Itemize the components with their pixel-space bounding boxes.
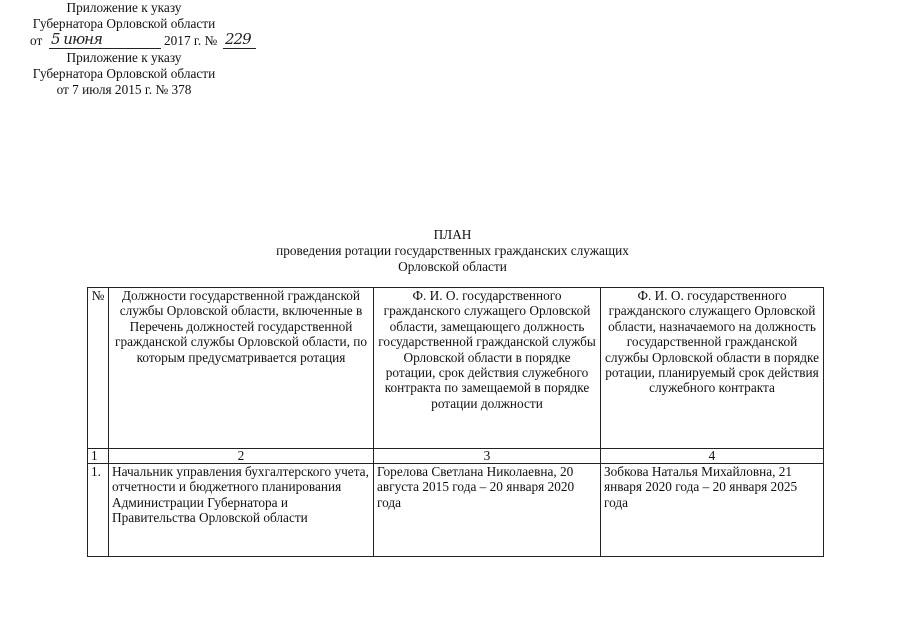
row-number: 1. bbox=[88, 464, 109, 557]
header-number: № bbox=[88, 288, 109, 449]
column-number-4: 4 bbox=[601, 449, 824, 464]
title-line-1: ПЛАН bbox=[433, 227, 472, 242]
approval-block-current bbox=[0, 0, 251, 50]
table-row bbox=[88, 464, 824, 557]
approval2-line-3: от 7 июля 2015 г. № 378 bbox=[56, 82, 192, 97]
header-positions: Должности государственной гражданской службы Орловской области, включенные в Перечень должностей государственной гражданской службы Орловской области, по которым предусматривается ротация bbox=[109, 288, 374, 449]
rotation-plan-table bbox=[87, 287, 824, 557]
date-prefix: от bbox=[30, 33, 43, 48]
approval-block-original bbox=[0, 50, 248, 98]
column-number-row bbox=[88, 449, 824, 464]
column-number-3: 3 bbox=[374, 449, 601, 464]
title-line-2: проведения ротации государственных гражданских служащих bbox=[276, 243, 629, 258]
date-year: 2017 г. № bbox=[164, 33, 218, 48]
handwritten-date: 5 июня bbox=[51, 30, 102, 48]
row-current-employee: Горелова Светлана Николаевна, 20 августа 2015 года – 20 января 2020 года bbox=[374, 464, 601, 557]
document-title bbox=[0, 227, 905, 275]
number-underline bbox=[223, 48, 256, 49]
approval2-line-1: Приложение к указу bbox=[66, 50, 182, 65]
header-appointed-employee: Ф. И. О. государственного гражданского служащего Орловской области, назначаемого на должность государственной гражданской службы Орловской области в порядке ротации, планируемый срок действия служебного контракта bbox=[601, 288, 824, 449]
handwritten-number: 229 bbox=[225, 30, 251, 48]
row-appointed-employee: Зобкова Наталья Михайловна, 21 января 2020 года – 20 января 2025 года bbox=[601, 464, 824, 557]
approval-line-2: Губернатора Орловской области bbox=[32, 16, 216, 31]
title-line-3: Орловской области bbox=[398, 259, 507, 274]
header-current-employee: Ф. И. О. государственного гражданского служащего Орловской области, замещающего должность государственной гражданской службы Орловской области в порядке ротации, срок действия служебного контракта по замещаемой в порядке ротации должности bbox=[374, 288, 601, 449]
approval-date-line bbox=[0, 32, 260, 50]
date-underline bbox=[49, 48, 161, 49]
column-number-1: 1 bbox=[88, 449, 109, 464]
approval-line-1: Приложение к указу bbox=[66, 0, 182, 15]
column-number-2: 2 bbox=[109, 449, 374, 464]
approval2-line-2: Губернатора Орловской области bbox=[32, 66, 216, 81]
table-header-row bbox=[88, 288, 824, 449]
row-position: Начальник управления бухгалтерского учета, отчетности и бюджетного планирования Администрации Губернатора и Правительства Орловской области bbox=[109, 464, 374, 557]
